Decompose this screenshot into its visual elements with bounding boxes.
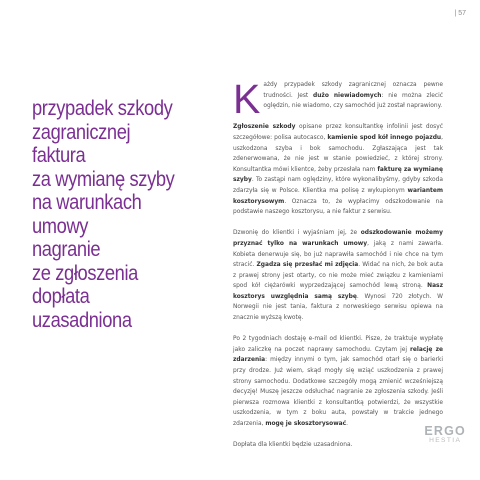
bold-phrase: odszkodowanie możemy przyznać tylko na warunkach umowy bbox=[233, 230, 443, 247]
page-number: | 57 bbox=[454, 10, 466, 17]
headline-line: nagranie bbox=[32, 237, 101, 261]
article-paragraph bbox=[233, 228, 443, 323]
headline-line: na warunkach bbox=[32, 190, 142, 214]
bold-phrase: relację ze zdarzenia bbox=[233, 346, 443, 364]
bold-phrase: Zgadza się przesłać mi zdjęcia bbox=[256, 262, 359, 269]
text-run: Dzwonię do klientki i wyjaśniam jej, że bbox=[233, 230, 361, 237]
logo-secondary: HESTIA bbox=[429, 437, 462, 444]
paragraph-content bbox=[233, 124, 443, 215]
text-run: , uszkodzona szyba i bok samochodu. Zgłaszająca jest tak zdenerwowana, że nie jest w stanie powiedzieć, z której strony. Konsultantka mówi klientce, żeby przesłała nam bbox=[233, 134, 443, 173]
headline-line: za wymianę szyby bbox=[32, 166, 175, 191]
article-body bbox=[233, 76, 443, 461]
text-run: . To zastąpi nam oględziny, które wykonalibyśmy, gdyby szkoda zdarzyła się w Polsce. Klientka ma polisę z wykupionym bbox=[233, 177, 443, 194]
headline-line: ze zgłoszenia bbox=[32, 260, 138, 285]
article-paragraph bbox=[233, 122, 443, 217]
bold-phrase: kamienie spod kół innego pojazdu bbox=[327, 134, 442, 141]
bold-phrase: dużo niewiadomych bbox=[313, 92, 382, 99]
text-run: : nie można zlecić oględzin, nie wiadomo, czy samochód już został naprawiony. bbox=[263, 92, 443, 110]
headline bbox=[32, 97, 195, 332]
paragraph-content bbox=[233, 442, 352, 448]
text-run: . Oznacza to, że wypłacimy odszkodowanie na podstawie naszego kosztorysu, a nie faktur z serwisu. bbox=[233, 198, 443, 216]
headline-line: uzasadniona bbox=[32, 307, 132, 332]
paragraph-content bbox=[263, 82, 443, 109]
text-run: opisane przez konsultantkę infolinii jest dosyć szczegółowe: polisa autocasco, bbox=[233, 124, 443, 141]
paragraph-content bbox=[233, 230, 443, 321]
text-run: . Widać na nich, że bok auta z prawej strony jest otarty, co nie może mieć związku z kamieniami spod kół ciężarówki wyprzedzającej samochód lewą stroną. bbox=[233, 262, 443, 290]
text-run: . Wynosi 720 złotych. W Norwegii nie jest tania, faktura z norweskiego serwisu opiewa na znacznie wyższą kwotę. bbox=[233, 293, 443, 322]
text-run: ażdy przypadek szkody zagranicznej oznacza pewne trudności. Jest bbox=[263, 82, 443, 99]
headline-line: umowy bbox=[32, 213, 89, 238]
headline-line: zagranicznej bbox=[32, 119, 131, 144]
bold-phrase: wariantem kosztorysowym bbox=[233, 187, 443, 205]
bold-phrase: Nasz kosztorys uwzględnia samą szybę bbox=[233, 283, 443, 300]
bold-phrase: mogę je skosztorysować bbox=[265, 421, 347, 427]
text-run: : między innymi o tym, jak samochód otarł się o barierki przy drodze. Już wiem, skąd mogły się wziąć uszkodzenia z prawej strony samochodu. Dodatkowe szczegóły mogą zmienić wcześniejszą decyzję! Muszę jeszcze odsłuchać nagranie ze zgłoszenia szkody. Jeśli pierwsza rozmowa klientki z konsultantką potwierdzi, że wszystkie uszkodzenia, w tym z boku auta, powstały w trakcie jednego zdarzenia, bbox=[233, 357, 443, 427]
bold-phrase: fakturę za wymianę szyby bbox=[233, 166, 443, 184]
headline-line: przypadek szkody bbox=[32, 96, 173, 120]
text-run: , jaką z nami zawarła. Kobieta denerwuje się, bo już naprawiła samochód i nie chce na tym stracić. bbox=[233, 240, 443, 269]
paragraph-content bbox=[233, 336, 443, 427]
bold-phrase: Zgłoszenie szkody bbox=[233, 124, 296, 131]
drop-cap: K bbox=[233, 76, 261, 122]
logo-primary: ERGO bbox=[424, 424, 466, 438]
ergo-hestia-logo bbox=[424, 425, 466, 445]
text-run: . bbox=[346, 421, 349, 427]
headline-line: dopłata bbox=[32, 284, 90, 308]
article-paragraph bbox=[233, 76, 443, 122]
article-paragraph bbox=[233, 334, 443, 429]
text-run: Dopłata dla klientki będzie uzasadniona. bbox=[233, 442, 353, 449]
headline-line: faktura bbox=[32, 143, 86, 167]
article-paragraph bbox=[233, 440, 443, 451]
text-run: Po 2 tygodniach dostaję e-mail od klientki. Pisze, że traktuje wypłatę jako zaliczkę na poczet naprawy samochodu. Czytam jej bbox=[233, 336, 443, 353]
